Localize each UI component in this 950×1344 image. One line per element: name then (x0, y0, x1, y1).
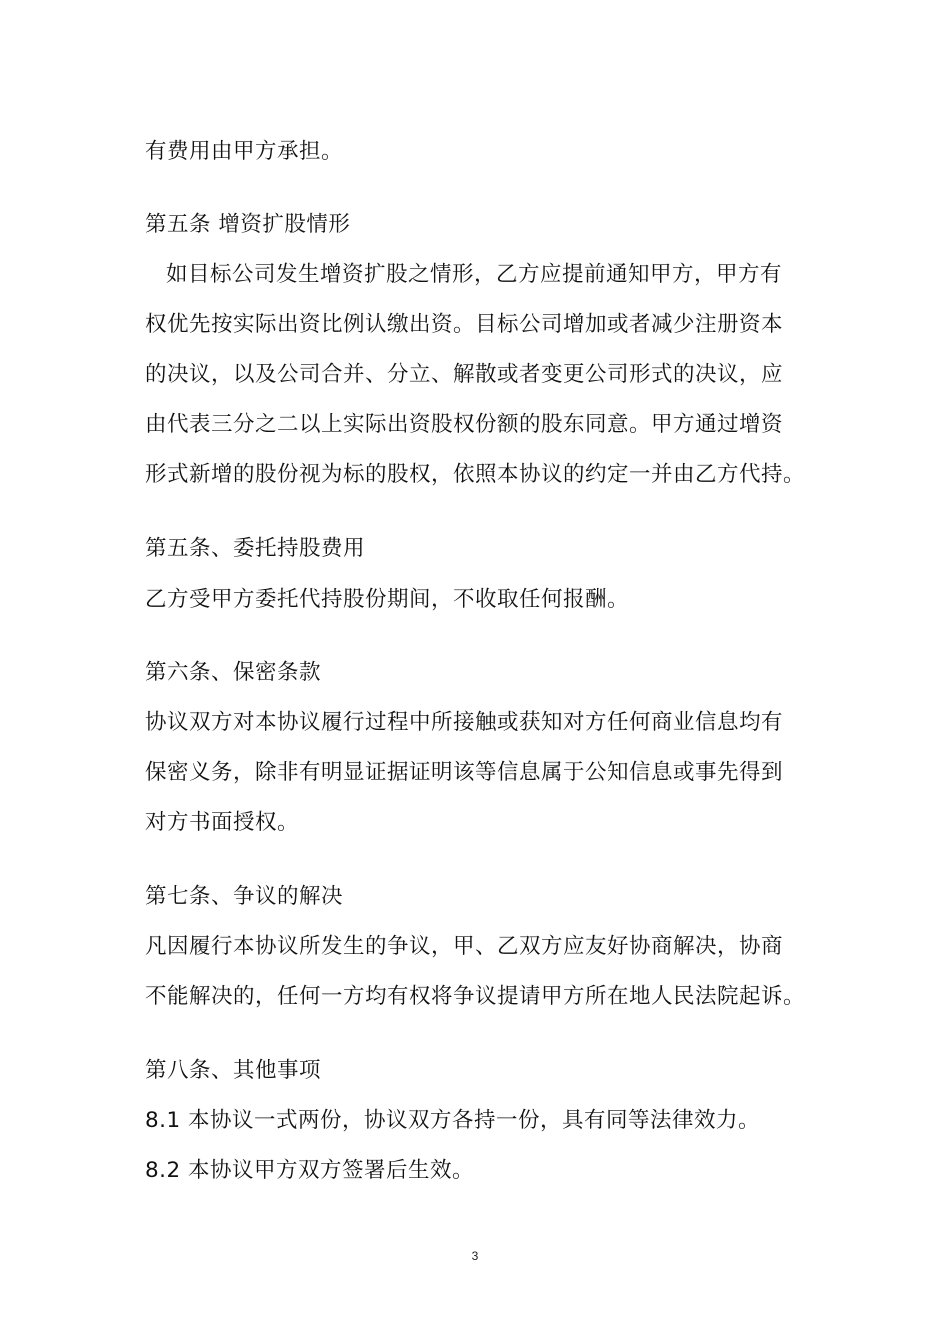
text-line: 8.1 本协议一式两份，协议双方各持一份，具有同等法律效力。 (145, 1108, 761, 1133)
text-line: 如目标公司发生增资扩股之情形，乙方应提前通知甲方，甲方有 (166, 262, 783, 287)
section-heading: 第六条、保密条款 (145, 660, 322, 685)
page-number: 3 (471, 1249, 479, 1263)
section-heading: 第八条、其他事项 (145, 1058, 322, 1083)
text-line: 不能解决的，任何一方均有权将争议提请甲方所在地人民法院起诉。 (145, 984, 806, 1009)
text-line: 保密义务，除非有明显证据证明该等信息属于公知信息或事先得到 (145, 760, 784, 785)
section-heading: 第五条、委托持股费用 (145, 536, 366, 561)
text-line: 由代表三分之二以上实际出资股权份额的股东同意。甲方通过增资 (145, 412, 784, 437)
text-line: 的决议，以及公司合并、分立、解散或者变更公司形式的决议，应 (145, 362, 784, 387)
text-line: 有费用由甲方承担。 (145, 139, 344, 164)
text-line: 对方书面授权。 (145, 810, 300, 835)
text-line: 形式新增的股份视为标的股权，依照本协议的约定一并由乙方代持。 (145, 462, 806, 487)
section-heading: 第七条、争议的解决 (145, 884, 344, 909)
text-line: 权优先按实际出资比例认缴出资。目标公司增加或者减少注册资本 (145, 312, 784, 337)
text-line: 乙方受甲方委托代持股份期间，不收取任何报酬。 (145, 587, 630, 612)
text-line: 8.2 本协议甲方双方签署后生效。 (145, 1158, 475, 1183)
text-line: 凡因履行本协议所发生的争议，甲、乙双方应友好协商解决，协商 (145, 934, 784, 959)
text-line: 协议双方对本协议履行过程中所接触或获知对方任何商业信息均有 (145, 710, 784, 735)
section-heading: 第五条 增资扩股情形 (145, 212, 351, 237)
